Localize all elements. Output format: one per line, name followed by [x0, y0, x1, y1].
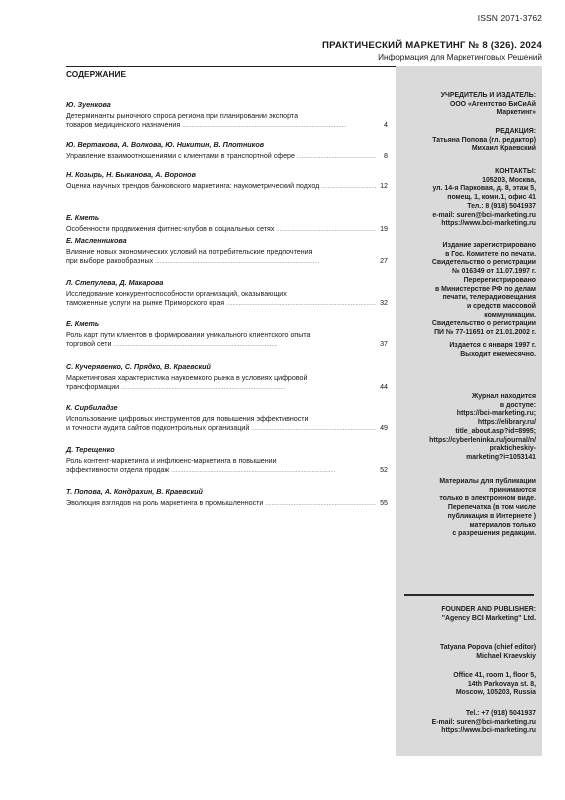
journal-subtitle: Информация для Маркетинговых Решений: [378, 53, 542, 62]
toc-title-text: Детерминанты рыночного спроса региона при планировании экспорта: [66, 111, 299, 120]
toc-authors: Ю. Вертакова, А. Волкова, Ю. Никитин, В. Плотников: [66, 140, 265, 149]
materials-line: с разрешения редакции.: [452, 530, 536, 538]
toc-page-number: 12: [380, 181, 388, 190]
toc-title-text: Использование цифровых инструментов для повышения эффективности: [66, 414, 309, 423]
toc-title-text: эффективности отдела продаж: [66, 466, 170, 475]
availability-line: marketing?i=1053141: [466, 453, 536, 461]
en-editors-block: [396, 644, 536, 661]
toc-title-line: [66, 257, 388, 268]
contacts-line: ул. 14-я Парковая, д. 8, этаж 5,: [432, 185, 536, 193]
registration-line: и средств массовой: [467, 302, 536, 310]
toc-title-line: [66, 299, 388, 310]
availability-line[interactable]: https://cyberleninka.ru/journal/n/: [429, 436, 536, 444]
published-block: [396, 342, 536, 359]
toc-title-text: таможенные услуги на рынке Приморского края: [66, 299, 225, 308]
toc-title-line: [66, 290, 388, 300]
toc-title-line: [66, 457, 388, 467]
toc-page-number: 49: [380, 424, 388, 433]
toc-leader-dots: [171, 466, 376, 477]
availability-block: [396, 393, 536, 463]
toc-title-line: [66, 415, 388, 425]
toc-title-line: [66, 424, 388, 435]
toc-title-line: [66, 182, 388, 193]
en-contacts-block: [396, 710, 536, 736]
toc-entry: [66, 362, 388, 394]
toc-title-text: Оценка научных трендов банковского маркетинга: наукометрический подход: [66, 181, 320, 190]
registration-line: в Министерстве РФ по делам: [435, 285, 536, 293]
toc-leader-dots: [276, 225, 376, 236]
availability-line: prakticheskiy-: [489, 445, 536, 453]
contacts-block: [396, 168, 536, 229]
toc-page-number: 37: [380, 340, 388, 349]
published-line: Выходит ежемесячно.: [460, 350, 536, 358]
toc-title-text: Управление взаимоотношениями с клиентами в транспортной сфере: [66, 151, 295, 160]
en-founder-line: "Agency BCI Marketing" Ltd.: [441, 614, 536, 622]
editorial-line: Михаил Краевский: [471, 145, 536, 153]
registration-line: в Гос. Комитете по печати.: [445, 250, 536, 258]
en-contacts-line[interactable]: E-mail: suren@bci-marketing.ru: [431, 718, 536, 726]
toc-title-text: и точности аудита сайтов подконтрольных организаций: [66, 424, 250, 433]
toc-page-number: 44: [380, 383, 388, 392]
availability-line: в доступе:: [499, 401, 536, 409]
contacts-line: 105203, Москва,: [482, 176, 536, 184]
toc-entry: [66, 445, 388, 477]
toc-page-number: 4: [384, 121, 388, 130]
en-address-line: 14th Parkovaya st. 8,: [467, 680, 536, 688]
en-contacts-line: Tel.: +7 (918) 5041937: [465, 710, 536, 717]
editorial-line: Татьяна Попова (гл. редактор): [432, 136, 536, 144]
toc-authors: Н. Козырь, Н. Быканова, А. Воронов: [66, 170, 196, 179]
sidebar-divider: [404, 594, 534, 596]
materials-line: публикация в Интернете ): [447, 512, 536, 520]
toc-heading: СОДЕРЖАНИЕ: [66, 69, 126, 79]
toc-title-line: [66, 466, 388, 477]
registration-line: Свидетельство о регистрации: [431, 259, 536, 267]
toc-entry: [66, 140, 388, 162]
toc-title-line: [66, 340, 388, 351]
publisher-info-sidebar: [396, 66, 542, 756]
contacts-line: помещ. 1, комн.1, офис 41: [447, 194, 536, 202]
toc-leader-dots: [265, 499, 376, 510]
toc-authors: Е. Кметь: [66, 213, 100, 222]
journal-title: ПРАКТИЧЕСКИЙ МАРКЕТИНГ № 8 (326). 2024: [321, 40, 542, 51]
toc-authors: Д. Терещенко: [66, 445, 115, 454]
toc-page-number: 32: [380, 299, 388, 308]
registration-block: [396, 242, 536, 338]
materials-line: Материалы для публикации: [439, 478, 536, 485]
toc-title-line: [66, 152, 388, 163]
toc-leader-dots: [251, 424, 376, 435]
published-line: Издается с января 1997 г.: [449, 342, 536, 349]
founder-block: [396, 92, 536, 118]
toc-title-text: Эволюция взглядов на роль маркетинга в промышленности: [66, 498, 264, 507]
toc-title-text: товаров медицинского назначения: [66, 121, 181, 130]
toc-entry: [66, 100, 388, 132]
toc-leader-dots: [321, 182, 376, 193]
toc-title-text: Роль контент-маркетинга и инфлюенс-маркетинга в повышении: [66, 456, 277, 465]
en-address-line: Moscow, 105203, Russia: [455, 689, 536, 697]
toc-authors: Е. Масленникова: [66, 236, 127, 245]
toc-entry: [66, 170, 388, 192]
toc-page-number: 55: [380, 498, 388, 507]
toc-title-line: [66, 121, 388, 132]
toc-authors: С. Кучерявенко, С. Прядко, В. Краевский: [66, 362, 211, 371]
toc-title-text: Влияние новых экономических условий на потребительские предпочтения: [66, 247, 313, 256]
toc-title-line: [66, 225, 388, 236]
en-editors-line: Michael Kraevskiy: [476, 652, 536, 660]
founder-line: ООО «Агентство БиСиАй: [449, 100, 536, 108]
toc-authors: Л. Степулева, Д. Макарова: [66, 278, 164, 287]
contacts-label: КОНТАКТЫ:: [495, 168, 536, 175]
toc-entry: [66, 213, 388, 235]
toc-entry: [66, 236, 388, 268]
toc-leader-dots: [121, 383, 376, 394]
en-founder-line: FOUNDER AND PUBLISHER:: [441, 606, 536, 613]
registration-line: печати, телерадиовещания: [442, 294, 536, 302]
toc-authors: Е. Кметь: [66, 319, 100, 328]
toc-authors: Т. Попова, А. Кондрахин, В. Краевский: [66, 487, 203, 496]
editorial-block: [396, 128, 536, 154]
toc-title-line: [66, 112, 388, 122]
editorial-label: РЕДАКЦИЯ:: [495, 128, 536, 135]
toc-title-line: [66, 499, 388, 510]
issn-number: ISSN 2071-3762: [477, 13, 542, 23]
toc-title-line: [66, 248, 388, 258]
toc-leader-dots: [297, 152, 376, 163]
toc-leader-dots: [155, 257, 376, 268]
en-address-block: [396, 672, 536, 698]
registration-line: Издание зарегистрировано: [442, 242, 536, 249]
toc-page-number: 52: [380, 466, 388, 475]
en-editors-line: Tatyana Popova (chief editor): [440, 644, 536, 651]
toc-entry: [66, 403, 388, 435]
contacts-line: Тел.: 8 (918) 5041937: [467, 202, 536, 210]
toc-authors: К. Сирбиладзе: [66, 403, 118, 412]
toc-title-line: [66, 374, 388, 384]
materials-block: [396, 478, 536, 539]
registration-line: № 016349 от 11.07.1997 г.: [452, 268, 536, 276]
toc-title-text: Особенности продвижения фитнес-клубов в социальных сетях: [66, 224, 275, 233]
website-link[interactable]: https://www.bci-marketing.ru: [441, 220, 536, 228]
toc-authors: Ю. Зуенкова: [66, 100, 111, 109]
toc-leader-dots: [113, 340, 376, 351]
toc-leader-dots: [226, 299, 376, 310]
toc-title-text: трансформации: [66, 383, 120, 392]
toc-page-number: 19: [380, 224, 388, 233]
toc-entry: [66, 319, 388, 351]
founder-line: Маркетинг»: [496, 109, 536, 117]
materials-line: материалов только: [469, 521, 536, 529]
en-contacts-line[interactable]: https://www.bci-marketing.ru: [441, 727, 536, 735]
toc-title-line: [66, 383, 388, 394]
materials-line: только в электронном виде.: [439, 495, 536, 503]
availability-line[interactable]: https://elibrary.ru/: [477, 419, 536, 427]
toc-title-text: при выборе ракообразных: [66, 257, 154, 266]
toc-title-text: Маркетинговая характеристика наукоемкого рынка в условиях цифровой: [66, 373, 308, 382]
registration-line: ПИ № 77-11651 от 21.01.2002 г.: [434, 329, 536, 337]
toc-title-text: торговой сети: [66, 340, 112, 349]
registration-line: Перерегистрировано: [463, 276, 536, 284]
toc-page-number: 8: [384, 151, 388, 160]
availability-line: Журнал находится: [472, 393, 536, 400]
registration-line: коммуникации.: [484, 311, 536, 319]
founder-label: УЧРЕДИТЕЛЬ И ИЗДАТЕЛЬ:: [440, 92, 536, 99]
toc-page-number: 27: [380, 257, 388, 266]
email-link[interactable]: e-mail: suren@bci-marketing.ru: [432, 211, 536, 219]
toc-entry: [66, 278, 388, 310]
toc-title-text: Исследование конкурентоспособности организаций, оказывающих: [66, 289, 287, 298]
toc-title-line: [66, 331, 388, 341]
availability-line: title_about.asp?id=8995;: [455, 427, 536, 435]
registration-line: Свидетельство о регистрации: [431, 320, 536, 328]
materials-line: принимаются: [489, 486, 536, 494]
materials-line: Перепечатка (в том числе: [447, 504, 536, 512]
toc-leader-dots: [182, 121, 376, 132]
toc-title-text: Роль карт пути клиентов в формировании уникального клиентского опыта: [66, 330, 311, 339]
availability-line[interactable]: https://bci-marketing.ru;: [456, 410, 536, 418]
en-founder-block: [396, 606, 536, 623]
toc-entry: [66, 487, 388, 509]
en-address-line: Office 41, room 1, floor 5,: [453, 672, 536, 679]
